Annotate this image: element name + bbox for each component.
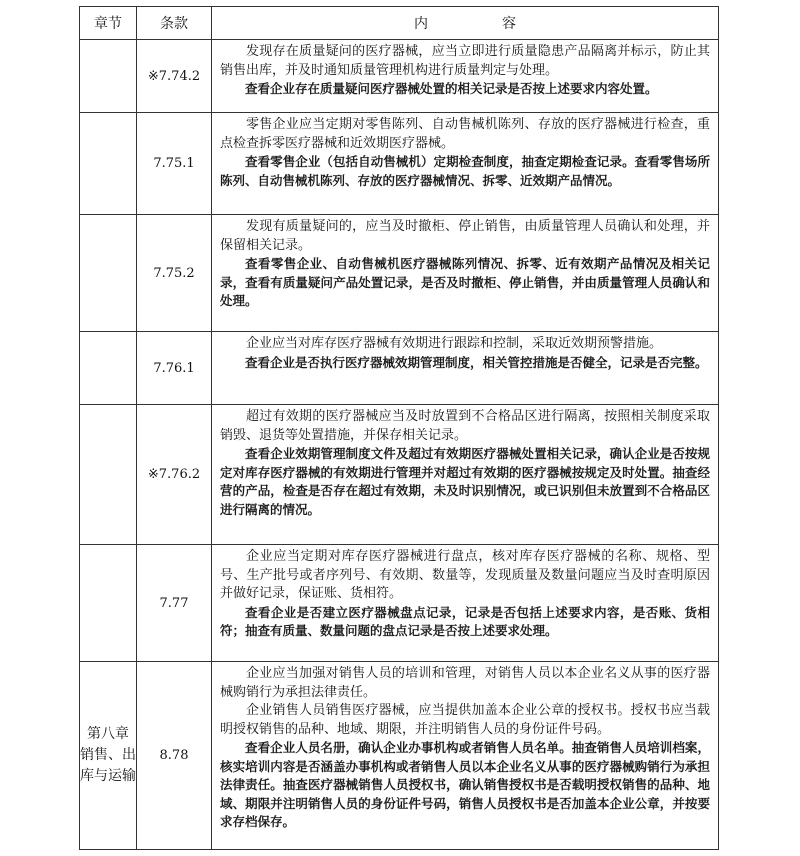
chapter-cell-empty bbox=[80, 40, 137, 113]
content-cell bbox=[212, 405, 719, 545]
content-cell bbox=[212, 113, 719, 215]
inspection-paragraph: 查看企业人员名册，确认企业办事机构或者销售人员名单。抽查销售人员培训档案，核实培训内容是否涵盖办事机构或者销售人员以本企业名义从事的医疗器械购销行为承担法律责任。抽查医疗器械销售人员授权书，确认销售授权书是否载明授权销售的品种、地域、期限并注明销售人员的身份证件号码，销售人员授权书是否加盖本企业公章，并按要求存档保存。 bbox=[220, 740, 710, 829]
header-chapter: 章节 bbox=[80, 7, 137, 40]
requirement-paragraph: 企业销售人员销售医疗器械，应当提供加盖本企业公章的授权书。授权书应当载明授权销售的品种、地域、期限，并注明销售人员的身份证件号码。 bbox=[220, 703, 710, 737]
clause-cell: 7.76.1 bbox=[137, 332, 212, 405]
header-clause: 条款 bbox=[137, 7, 212, 40]
table-row bbox=[80, 332, 719, 405]
header-content: 内 容 bbox=[212, 7, 719, 40]
clause-cell: ※7.74.2 bbox=[137, 40, 212, 113]
inspection-paragraph: 查看企业是否执行医疗器械效期管理制度，相关管控措施是否健全，记录是否完整。 bbox=[245, 354, 708, 370]
header-row bbox=[80, 7, 719, 40]
standards-table bbox=[79, 6, 719, 850]
inspection-paragraph: 查看企业是否建立医疗器械盘点记录，记录是否包括上述要求内容，是否账、货相符；抽查有质量、数量问题的盘点记录是否按上述要求处理。 bbox=[220, 604, 710, 638]
content-cell bbox=[212, 40, 719, 113]
clause-cell: 7.77 bbox=[137, 545, 212, 662]
requirement-paragraph: 企业应当对库存医疗器械有效期进行跟踪和控制，采取近效期预警措施。 bbox=[246, 336, 663, 351]
clause-cell: ※7.76.2 bbox=[137, 405, 212, 545]
content-cell bbox=[212, 662, 719, 850]
requirement-paragraph: 企业应当加强对销售人员的培训和管理，对销售人员以本企业名义从事的医疗器械购销行为承担法律责任。 bbox=[220, 666, 710, 700]
requirement-paragraph: 超过有效期的医疗器械应当及时放置到不合格品区进行隔离，按照相关制度采取销毁、退货等处置措施，并保存相关记录。 bbox=[220, 409, 710, 443]
table-row bbox=[80, 215, 719, 332]
clause-cell: 8.78 bbox=[137, 662, 212, 850]
table-row bbox=[80, 662, 719, 850]
chapter-cell: 第八章 销售、出库与运输 bbox=[80, 662, 137, 850]
clause-cell: 7.75.1 bbox=[137, 113, 212, 215]
table-row bbox=[80, 40, 719, 113]
table-row bbox=[80, 113, 719, 215]
requirement-paragraph: 企业应当定期对库存医疗器械进行盘点，核对库存医疗器械的名称、规格、型号、生产批号或者序列号、有效期、数量等，发现质量及数量问题应当及时查明原因并做好记录，保证账、货相符。 bbox=[220, 549, 710, 601]
chapter-cell-empty bbox=[80, 113, 137, 215]
chapter-cell-empty bbox=[80, 215, 137, 332]
inspection-paragraph: 查看零售企业（包括自动售械机）定期检查制度，抽查定期检查记录。查看零售场所陈列、自动售械机陈列、存放的医疗器械情况、拆零、近效期产品情况。 bbox=[220, 154, 710, 188]
clause-cell: 7.75.2 bbox=[137, 215, 212, 332]
table-body bbox=[80, 40, 719, 850]
requirement-paragraph: 发现有质量疑问的，应当及时撤柜、停止销售，由质量管理人员确认和处理，并保留相关记录。 bbox=[220, 219, 710, 253]
content-cell bbox=[212, 545, 719, 662]
inspection-paragraph: 查看零售企业、自动售械机医疗器械陈列情况、拆零、近有效期产品情况及相关记录，查看有质量疑问产品处置记录，是否及时撤柜、停止销售，并由质量管理人员确认和处理。 bbox=[220, 256, 710, 308]
inspection-paragraph: 查看企业存在质量疑问医疗器械处置的相关记录是否按上述要求内容处置。 bbox=[245, 81, 658, 96]
requirement-paragraph: 发现存在质量疑问的医疗器械，应当立即进行质量隐患产品隔离并标示，防止其销售出库，并及时通知质量管理机构进行质量判定与处理。 bbox=[220, 44, 710, 78]
chapter-cell-empty bbox=[80, 405, 137, 545]
chapter-cell-empty bbox=[80, 332, 137, 405]
chapter-cell-empty bbox=[80, 545, 137, 662]
inspection-paragraph: 查看企业效期管理制度文件及超过有效期医疗器械处置相关记录，确认企业是否按规定对库存医疗器械的有效期进行管理并对超过有效期的医疗器械按规定及时处置。抽查经营的产品，检查是否存在超过有效期，未及时识别情况，或已识别但未放置到不合格品区进行隔离的情况。 bbox=[220, 446, 710, 517]
requirement-paragraph: 零售企业应当定期对零售陈列、自动售械机陈列、存放的医疗器械进行检查，重点检查拆零医疗器械和近效期医疗器械。 bbox=[220, 117, 710, 151]
content-cell bbox=[212, 215, 719, 332]
table-row bbox=[80, 405, 719, 545]
content-cell bbox=[212, 332, 719, 405]
table-row bbox=[80, 545, 719, 662]
